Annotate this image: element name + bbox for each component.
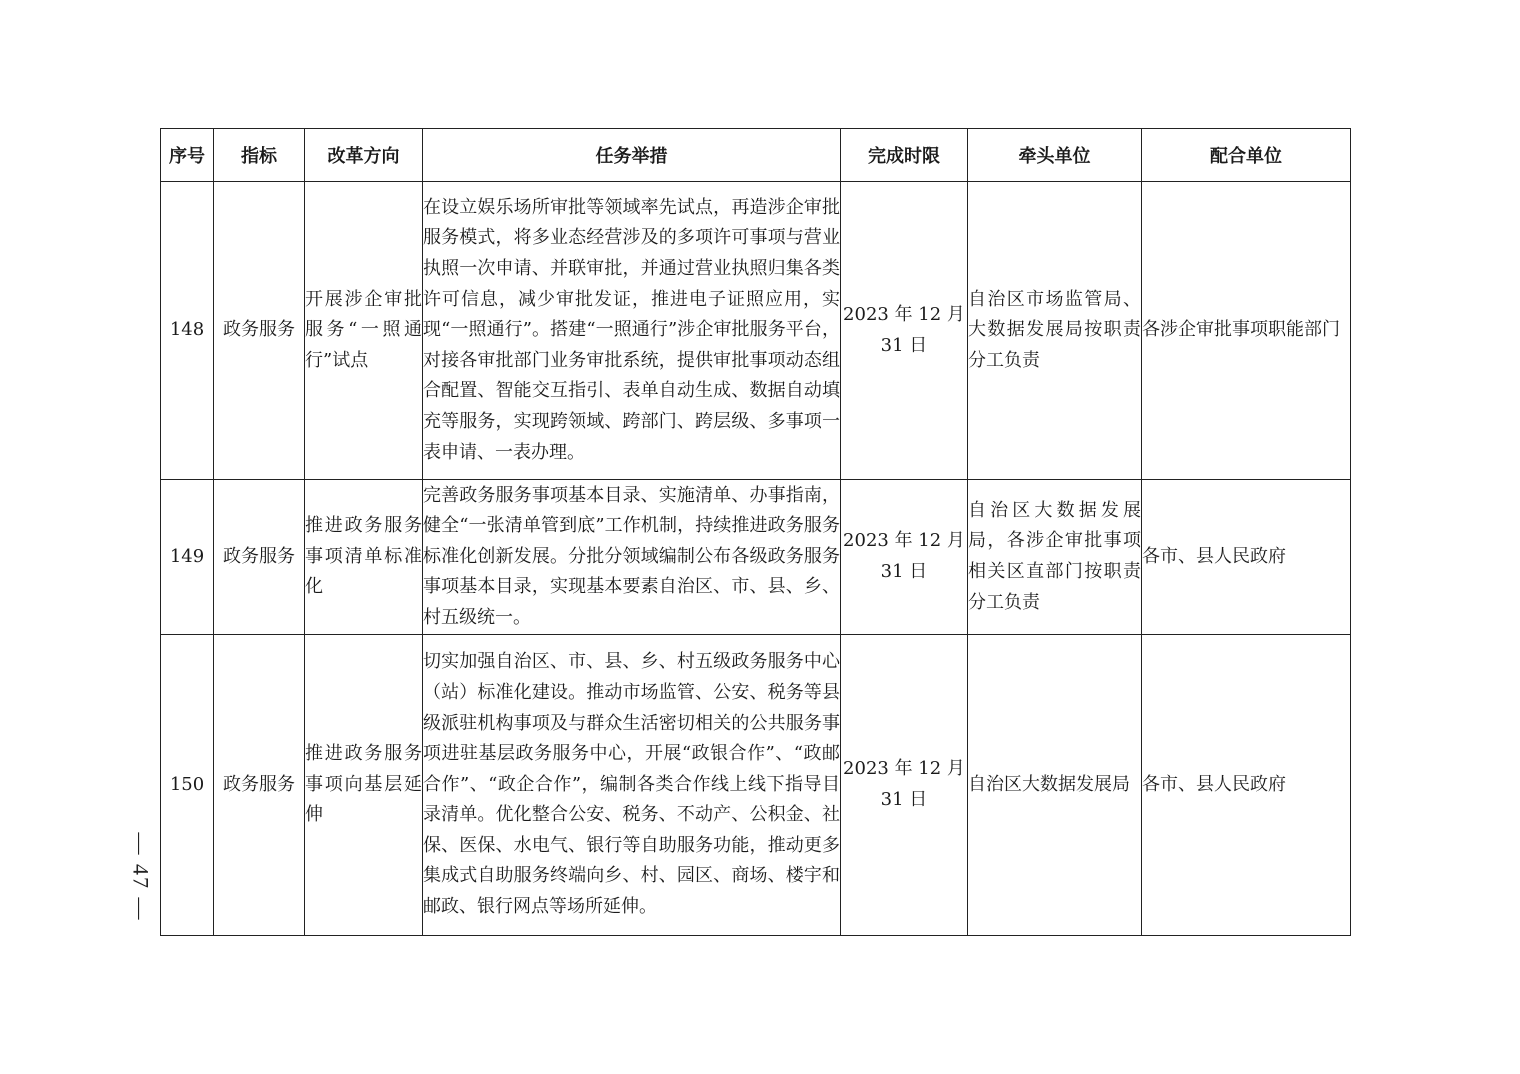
table-row xyxy=(161,182,1351,480)
page-number xyxy=(120,822,160,932)
cell-cooperate: 各涉企审批事项职能部门 xyxy=(1142,182,1351,480)
cell-num: 150 xyxy=(161,635,214,936)
cell-cooperate: 各市、县人民政府 xyxy=(1142,480,1351,635)
cell-deadline: 2023 年 12 月 31 日 xyxy=(841,480,968,635)
cell-task: 完善政务服务事项基本目录、实施清单、办事指南，健全“一张清单管到底”工作机制，持续推进政务服务标准化创新发展。分批分领域编制公布各级政务服务事项基本目录，实现基本要素自治区、市、县、乡、村五级统一。 xyxy=(423,480,841,635)
table-row xyxy=(161,480,1351,635)
cell-task: 在设立娱乐场所审批等领域率先试点，再造涉企审批服务模式，将多业态经营涉及的多项许可事项与营业执照一次申请、并联审批，并通过营业执照归集各类许可信息，减少审批发证，推进电子证照应用，实现“一照通行”。搭建“一照通行”涉企审批服务平台，对接各审批部门业务审批系统，提供审批事项动态组合配置、智能交互指引、表单自动生成、数据自动填充等服务，实现跨领域、跨部门、跨层级、多事项一表申请、一表办理。 xyxy=(423,182,841,480)
cell-indicator: 政务服务 xyxy=(214,480,305,635)
cell-cooperate: 各市、县人民政府 xyxy=(1142,635,1351,936)
cell-direction: 推进政务服务事项清单标准化 xyxy=(305,480,423,635)
cell-task: 切实加强自治区、市、县、乡、村五级政务服务中心（站）标准化建设。推动市场监管、公安、税务等县级派驻机构事项及与群众生活密切相关的公共服务事项进驻基层政务服务中心，开展“政银合作”、“政邮合作”、“政企合作”，编制各类合作线上线下指导目录清单。优化整合公安、税务、不动产、公积金、社保、医保、水电气、银行等自助服务功能，推动更多集成式自助服务终端向乡、村、园区、商场、楼宇和邮政、银行网点等场所延伸。 xyxy=(423,635,841,936)
cell-lead: 自治区市场监管局、大数据发展局按职责分工负责 xyxy=(968,182,1142,480)
cell-indicator: 政务服务 xyxy=(214,635,305,936)
cell-deadline: 2023 年 12 月 31 日 xyxy=(841,635,968,936)
header-direction: 改革方向 xyxy=(305,129,423,182)
header-num: 序号 xyxy=(161,129,214,182)
cell-num: 148 xyxy=(161,182,214,480)
table-row xyxy=(161,635,1351,936)
header-indicator: 指标 xyxy=(214,129,305,182)
header-task: 任务举措 xyxy=(423,129,841,182)
cell-direction: 推进政务服务事项向基层延伸 xyxy=(305,635,423,936)
table-header-row xyxy=(161,129,1351,182)
header-lead: 牵头单位 xyxy=(968,129,1142,182)
cell-deadline: 2023 年 12 月 31 日 xyxy=(841,182,968,480)
cell-lead: 自治区大数据发展局 xyxy=(968,635,1142,936)
cell-lead: 自治区大数据发展局，各涉企审批事项相关区直部门按职责分工负责 xyxy=(968,480,1142,635)
header-deadline: 完成时限 xyxy=(841,129,968,182)
header-cooperate: 配合单位 xyxy=(1142,129,1351,182)
cell-indicator: 政务服务 xyxy=(214,182,305,480)
page-number-text: — 47 — xyxy=(128,832,153,922)
cell-direction: 开展涉企审批服务“一照通行”试点 xyxy=(305,182,423,480)
task-table xyxy=(160,128,1351,936)
cell-num: 149 xyxy=(161,480,214,635)
